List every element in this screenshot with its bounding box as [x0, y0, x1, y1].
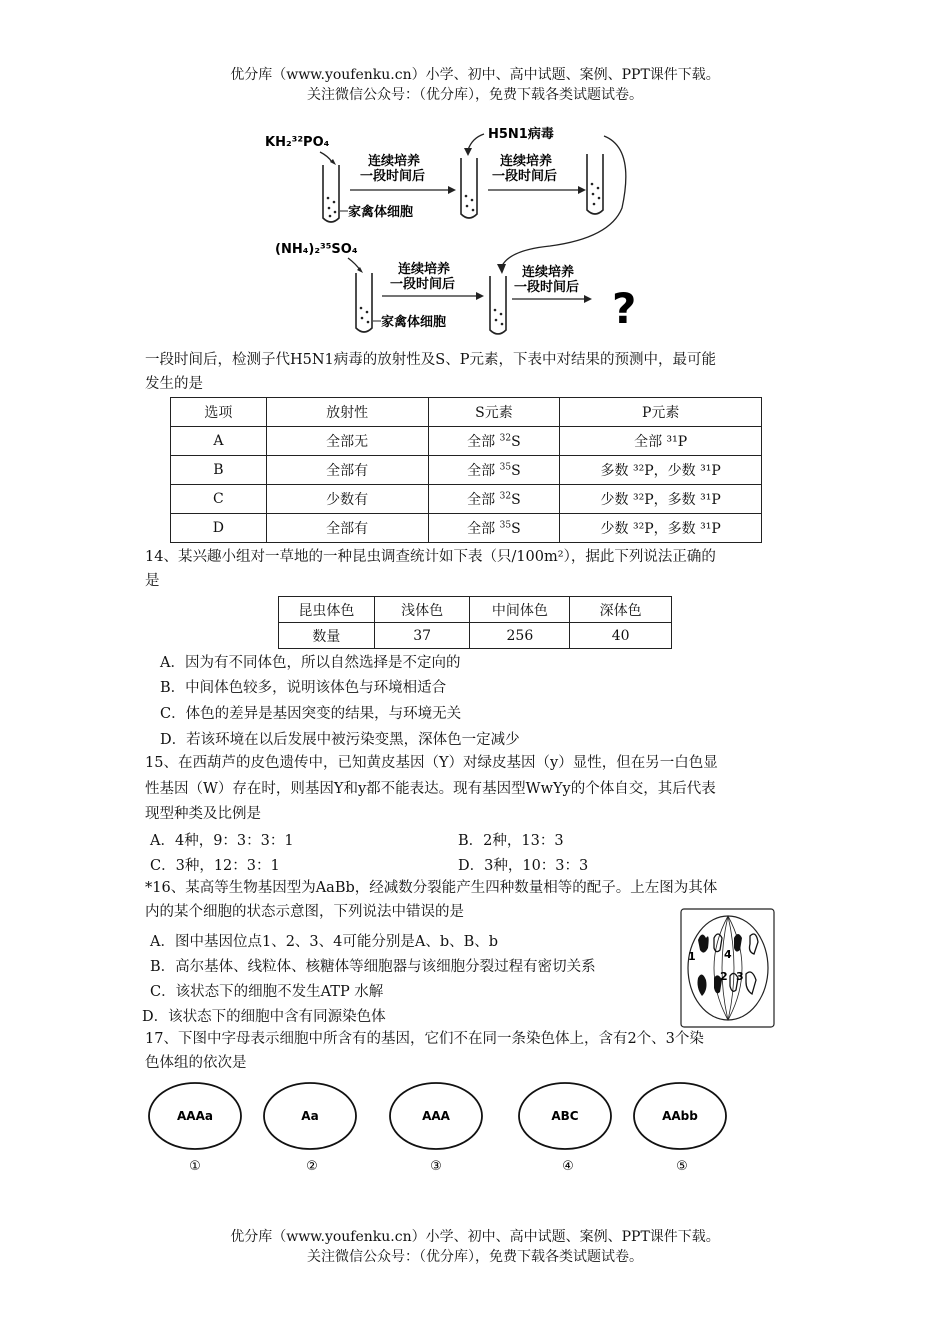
q14-option-b: B．中间体色较多，说明该体色与环境相适合: [160, 680, 447, 696]
q14-option-c: C．体色的差异是基因突变的结果，与环境无关: [160, 706, 462, 722]
table-cell: 全部 $^{35}$S: [428, 514, 560, 543]
table-row: [279, 623, 672, 649]
q13-text-line2: 发生的是: [145, 376, 203, 392]
test-tube-2: [461, 158, 477, 218]
table-cell: 全部无: [266, 427, 428, 456]
q15-text-line2: 性基因（W）存在时，则基因Y和y都不能表达。现有基因型WwYy的个体自交，其后代表: [145, 781, 716, 797]
page-header-line2: 关注微信公众号：（优分库），免费下载各类试题试卷。: [307, 87, 643, 103]
table-cell: 全部有: [266, 514, 428, 543]
q15-option-b: B．2种，13：3: [458, 833, 564, 849]
table-cell: 全部 ³¹P: [560, 427, 762, 456]
cell-division-figure: [680, 908, 775, 1028]
table-cell: A: [171, 427, 267, 456]
cell-5-genes: AAbb: [662, 1109, 698, 1123]
table-row: [171, 514, 762, 543]
cell-3-genes: AAA: [422, 1109, 450, 1123]
question-mark: ?: [612, 284, 637, 333]
test-tube-3: [587, 154, 603, 214]
table-cell: 多数 ³²P，少数 ³¹P: [560, 456, 762, 485]
reagent-nh4so4-label: (NH₄)₂³⁵SO₄: [275, 242, 358, 257]
cell-label-2: 家禽体细胞: [381, 315, 447, 330]
q14-text-line2: 是: [145, 573, 160, 589]
q17-text-line2: 色体组的依次是: [145, 1055, 247, 1071]
table-cell: 中间体色: [470, 597, 570, 623]
table-cell: 数量: [279, 623, 375, 649]
q17-cells-figure: [140, 1080, 740, 1180]
cell-2-number: ②: [306, 1159, 318, 1174]
q13-table: [170, 397, 762, 543]
q13-header-radioactivity: 放射性: [266, 398, 428, 427]
q16-text-line2: 内的某个细胞的状态示意图，下列说法中错误的是: [145, 904, 464, 920]
table-cell: 全部 $^{32}$S: [428, 485, 560, 514]
q14-table-header-row: [279, 597, 672, 623]
page-footer-line1: 优分库（www.youfenku.cn）小学、初中、高中试题、案例、PPT课件下载。: [230, 1229, 720, 1245]
gene-locus-1: 1: [688, 950, 696, 963]
table-cell: 37: [374, 623, 470, 649]
gene-locus-2: 2: [720, 970, 728, 983]
q14-option-d: D．若该环境在以后发展中被污染变黑，深体色一定减少: [160, 732, 520, 748]
table-cell: 256: [470, 623, 570, 649]
table-cell: 昆虫体色: [279, 597, 375, 623]
arrow4-line1: 连续培养: [522, 265, 575, 280]
gene-locus-4: 4: [724, 948, 732, 961]
virus-label: H5N1病毒: [488, 127, 554, 142]
cell-3-number: ③: [430, 1159, 442, 1174]
q15-text-line3: 现型种类及比例是: [145, 806, 261, 822]
table-cell: 浅体色: [374, 597, 470, 623]
q14-text-line1: 14、某兴趣小组对一草地的一种昆虫调查统计如下表（只/100m²），据此下列说法正确的: [145, 549, 716, 565]
page-footer-line2: 关注微信公众号：（优分库），免费下载各类试题试卷。: [307, 1249, 643, 1265]
q16-option-d: D．该状态下的细胞中含有同源染色体: [142, 1009, 386, 1025]
q17-text-line1: 17、下图中字母表示细胞中所含有的基因，它们不在同一条染色体上，含有2个、3个染: [145, 1031, 704, 1047]
q15-option-a: A．4种，9：3：3：1: [150, 833, 294, 849]
table-cell: 全部有: [266, 456, 428, 485]
q13-header-s: S元素: [428, 398, 560, 427]
cell-2-genes: Aa: [301, 1109, 319, 1123]
table-cell: C: [171, 485, 267, 514]
table-cell: 40: [570, 623, 672, 649]
q15-text-line1: 15、在西葫芦的皮色遗传中，已知黄皮基因（Y）对绿皮基因（y）显性，但在另一白色显: [145, 755, 718, 771]
cell-4-genes: ABC: [551, 1109, 579, 1123]
test-tube-5: [490, 276, 506, 334]
cell-4-number: ④: [562, 1159, 574, 1174]
q16-option-c: C．该状态下的细胞不发生ATP 水解: [150, 984, 384, 1000]
arrow3-line1: 连续培养: [398, 262, 451, 277]
table-cell: 全部 $^{35}$S: [428, 456, 560, 485]
cell-label-1: 家禽体细胞: [348, 205, 414, 220]
table-cell: 全部 $^{32}$S: [428, 427, 560, 456]
test-tube-1: [323, 165, 339, 222]
table-cell: 少数 ³²P，多数 ³¹P: [560, 485, 762, 514]
q13-table-header-row: [171, 398, 762, 427]
arrow4-line2: 一段时间后: [514, 280, 580, 295]
cell-5-number: ⑤: [676, 1159, 688, 1174]
q16-option-b: B．高尔基体、线粒体、核糖体等细胞器与该细胞分裂过程有密切关系: [150, 959, 596, 975]
arrow1-line2: 一段时间后: [360, 169, 426, 184]
cell-1-genes: AAAa: [177, 1109, 213, 1123]
q14-table: [278, 596, 672, 649]
table-cell: D: [171, 514, 267, 543]
q15-option-c: C．3种，12：3：1: [150, 858, 280, 874]
arrow1-line1: 连续培养: [368, 154, 421, 169]
table-row: [171, 456, 762, 485]
table-cell: 深体色: [570, 597, 672, 623]
q13-header-option: 选项: [171, 398, 267, 427]
table-row: [171, 427, 762, 456]
cell-1-number: ①: [189, 1159, 201, 1174]
q16-option-a: A．图中基因位点1、2、3、4可能分别是A、b、B、b: [150, 934, 499, 950]
virus-culture-diagram: [250, 118, 650, 340]
q14-option-a: A．因为有不同体色，所以自然选择是不定向的: [160, 655, 461, 671]
page-header-line1: 优分库（www.youfenku.cn）小学、初中、高中试题、案例、PPT课件下载。: [230, 67, 720, 83]
table-cell: B: [171, 456, 267, 485]
table-row: [171, 485, 762, 514]
reagent-kh2po4-label: KH₂³²PO₄: [265, 135, 330, 150]
q15-option-d: D．3种，10：3：3: [458, 858, 589, 874]
table-cell: 少数 ³²P，多数 ³¹P: [560, 514, 762, 543]
q16-text-line1: *16、某高等生物基因型为AaBb，经减数分裂能产生四种数量相等的配子。上左图为其体: [145, 880, 718, 896]
arrow3-line2: 一段时间后: [390, 277, 456, 292]
arrow2-line2: 一段时间后: [492, 169, 558, 184]
gene-locus-3: 3: [736, 970, 744, 983]
test-tube-4: [356, 273, 372, 332]
arrow2-line1: 连续培养: [500, 154, 553, 169]
table-cell: 少数有: [266, 485, 428, 514]
q13-text-line1: 一段时间后，检测子代H5N1病毒的放射性及S、P元素，下表中对结果的预测中，最可能: [145, 352, 716, 368]
q13-header-p: P元素: [560, 398, 762, 427]
